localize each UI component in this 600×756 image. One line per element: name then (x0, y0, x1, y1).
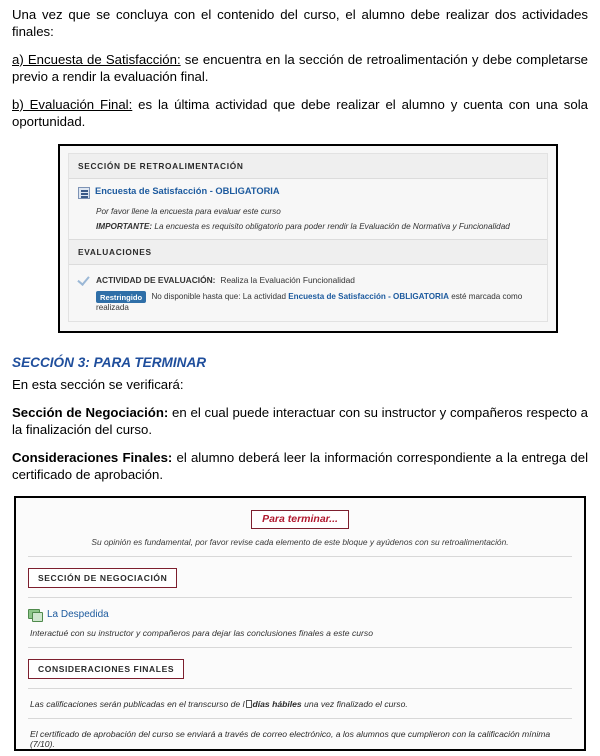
survey-activity-row[interactable] (69, 179, 547, 205)
important-text: La encuesta es requisito obligatorio para poder rendir la Evaluación de Normativa y Funcionalidad (152, 222, 510, 231)
moodle-block-1 (68, 153, 548, 322)
consideraciones-line-2: El certificado de aprobación del curso se enviará a través de correo electrónico, a los alumnos que cumplieron con la calificación mínima (7/10). (30, 729, 551, 749)
status-badge: Restringido (96, 291, 146, 303)
evaluacion-label: b) Evaluación Final: (12, 97, 133, 112)
section-header-evaluaciones: EVALUACIONES (69, 239, 547, 265)
para-terminar-title: Para terminar... (251, 510, 349, 529)
check-icon (78, 273, 91, 286)
activity-text: Realiza la Evaluación Funcionalidad (220, 274, 355, 285)
divider-3 (28, 647, 572, 648)
section-header-retroalimentacion: SECCIÓN DE RETROALIMENTACIÓN (69, 154, 547, 179)
placeholder-glyph-icon (246, 700, 252, 708)
despedida-description: Interactué con su instructor y compañeros para dejar las conclusiones finales a este curso (30, 628, 373, 638)
divider-4 (28, 688, 572, 689)
section3-item-2 (12, 449, 588, 483)
encuesta-text: se encuentra en la sección de retroalimentación y debe completarse previo a rendir la evaluación final. (12, 52, 589, 84)
forum-icon (28, 609, 42, 621)
restriction-link[interactable]: Encuesta de Satisfacción - OBLIGATORIA (288, 292, 449, 302)
intro-paragraph-3 (12, 96, 588, 130)
despedida-link[interactable]: La Despedida (47, 609, 109, 620)
negociacion-label: Sección de Negociación: (12, 405, 169, 420)
encuesta-label: a) Encuesta de Satisfacción: (12, 52, 181, 67)
divider-1 (28, 556, 572, 557)
screenshot-retroalimentacion (58, 144, 558, 333)
evaluation-activity-row[interactable] (69, 265, 547, 288)
activity-label: ACTIVIDAD DE EVALUACIÓN: (96, 274, 216, 285)
section3-item-1 (12, 404, 588, 438)
restriction-pre: No disponible hasta que: La actividad (149, 292, 289, 302)
intro-paragraph-1: Una vez que se concluya con el contenido del curso, el alumno debe realizar dos actividades finales: (12, 7, 588, 39)
section3-title: SECCIÓN 3: PARA TERMINAR (12, 355, 207, 370)
para-terminar-wrap (28, 507, 572, 529)
cf-line1-post: una vez finalizado el curso. (301, 699, 408, 709)
survey-icon (78, 187, 90, 199)
screenshot-para-terminar (14, 496, 586, 751)
despedida-row[interactable] (28, 608, 572, 621)
divider-5 (28, 718, 572, 719)
intro-paragraph-2 (12, 51, 588, 85)
consideraciones-line-1 (30, 699, 572, 709)
negociacion-text: en el cual puede interactuar con su instructor y compañeros respecto a la finalización del curso. (12, 405, 589, 437)
consideraciones-label: Consideraciones Finales: (12, 450, 173, 465)
header-consideraciones-finales: CONSIDERACIONES FINALES (28, 659, 184, 679)
survey-description: Por favor llene la encuesta para evaluar este curso (69, 205, 547, 221)
restriction-row (69, 288, 547, 321)
cf-line1-bold: días hábiles (252, 699, 302, 709)
divider-2 (28, 597, 572, 598)
consideraciones-text: el alumno deberá leer la información correspondiente a la entrega del certificado de aprobación. (12, 450, 588, 482)
restriction-post: esté marcada como realizada (96, 292, 523, 312)
survey-link[interactable]: Encuesta de Satisfacción - OBLIGATORIA (95, 186, 280, 196)
section3-lead: En esta sección se verificará: (12, 377, 184, 392)
cf-line1-pre: Las calificaciones serán publicadas en el transcurso de l (30, 699, 245, 709)
important-label: IMPORTANTE: (96, 222, 153, 231)
opinion-text: Su opinión es fundamental, por favor revise cada elemento de este bloque y ayúdenos con su retroalimentación. (91, 537, 509, 547)
evaluacion-text: es la última actividad que debe realizar el alumno y cuenta con una sola oportunidad. (12, 97, 588, 129)
survey-important-note (69, 221, 547, 239)
header-seccion-negociacion: SECCIÓN DE NEGOCIACIÓN (28, 568, 177, 588)
